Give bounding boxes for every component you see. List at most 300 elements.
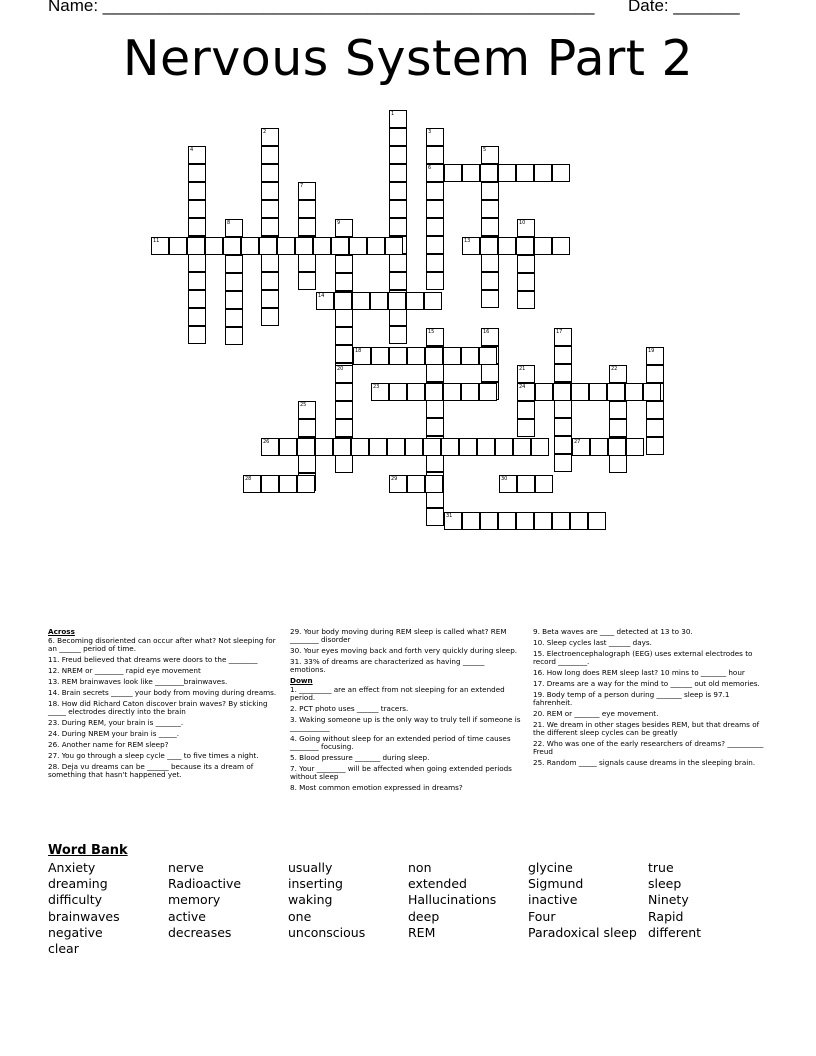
word-bank-word: Ninety xyxy=(648,892,689,908)
crossword-cell[interactable] xyxy=(277,237,295,255)
crossword-cell[interactable] xyxy=(625,383,643,401)
crossword-cell[interactable] xyxy=(225,327,243,345)
crossword-cell[interactable] xyxy=(225,255,243,273)
word-bank-word: extended xyxy=(408,876,467,892)
crossword-cell[interactable] xyxy=(646,365,664,383)
crossword-cell[interactable] xyxy=(498,512,516,530)
clue: 27. You go through a sleep cycle ____ to five times a night. xyxy=(48,751,259,760)
clue: 15. Electroencephalograph (EEG) uses external electrodes to record ________. xyxy=(533,649,753,666)
clue: 23. During REM, your brain is _______. xyxy=(48,718,184,727)
word-bank-word: negative xyxy=(48,924,103,940)
clue: 4. Going without sleep for an extended period of time causes ________ focusing. xyxy=(290,734,511,751)
crossword-cell[interactable] xyxy=(335,383,353,401)
crossword-cell[interactable] xyxy=(188,200,206,218)
crossword-cell[interactable] xyxy=(188,326,206,344)
name-label: Name: ____________________________________________________ xyxy=(48,0,595,15)
clue-number: 26 xyxy=(263,439,270,445)
clue-number: 30 xyxy=(501,476,508,482)
crossword-cell[interactable] xyxy=(590,438,608,456)
clue: 26. Another name for REM sleep? xyxy=(48,740,169,749)
clue-number: 20 xyxy=(337,366,344,372)
crossword-cell[interactable] xyxy=(188,218,206,236)
crossword-cell[interactable] xyxy=(407,475,425,493)
crossword-cell[interactable] xyxy=(552,237,570,255)
crossword-cell[interactable] xyxy=(441,438,459,456)
crossword-cell[interactable] xyxy=(426,454,444,472)
word-bank-word: Sigmund xyxy=(528,876,584,892)
clue-number: 24 xyxy=(519,384,526,390)
crossword-cell[interactable] xyxy=(481,146,499,164)
word-bank-word: difficulty xyxy=(48,892,103,908)
clue-number: 17 xyxy=(556,329,563,335)
crossword-cell[interactable] xyxy=(554,400,572,418)
crossword-cell[interactable] xyxy=(517,475,535,493)
crossword-cell[interactable] xyxy=(225,309,243,327)
crossword-cell[interactable] xyxy=(552,164,570,182)
crossword-cell[interactable] xyxy=(535,383,553,401)
crossword-cell[interactable] xyxy=(479,383,497,401)
clue: 20. REM or _______ eye movement. xyxy=(533,709,659,718)
crossword-cell[interactable] xyxy=(461,383,479,401)
clue-number: 23 xyxy=(373,384,380,390)
clue: 10. Sleep cycles last ______ days. xyxy=(533,638,652,647)
crossword-cell[interactable] xyxy=(425,475,443,493)
clue: 22. Who was one of the early researchers of dreams? __________ Freud xyxy=(533,739,764,756)
crossword-cell[interactable] xyxy=(261,146,279,164)
crossword-cell[interactable] xyxy=(188,182,206,200)
crossword-cell[interactable] xyxy=(646,347,664,365)
crossword-cell[interactable] xyxy=(389,308,407,326)
clue-number: 6 xyxy=(428,165,432,171)
crossword-cell[interactable] xyxy=(389,347,407,365)
word-bank-column xyxy=(408,860,528,941)
crossword-cell[interactable] xyxy=(335,455,353,473)
crossword-cell[interactable] xyxy=(407,383,425,401)
clue: 25. Random _____ signals cause dreams in the sleeping brain. xyxy=(533,758,756,767)
crossword-cell[interactable] xyxy=(261,182,279,200)
clue-number: 11 xyxy=(153,238,160,244)
crossword-cell[interactable] xyxy=(498,164,516,182)
crossword-cell[interactable] xyxy=(389,475,407,493)
crossword-cell[interactable] xyxy=(426,128,444,146)
crossword-cell[interactable] xyxy=(423,438,441,456)
word-bank-word: one xyxy=(288,908,312,924)
crossword-cell[interactable] xyxy=(298,182,316,200)
clue: 19. Body temp of a person during _______ sleep is 97.1 fahrenheit. xyxy=(533,690,730,707)
crossword-cell[interactable] xyxy=(389,326,407,344)
word-bank-word: brainwaves xyxy=(48,908,120,924)
crossword-cell[interactable] xyxy=(367,237,385,255)
clue: 12. NREM or ________ rapid eye movement xyxy=(48,666,201,675)
crossword-cell[interactable] xyxy=(609,455,627,473)
word-bank-word: usually xyxy=(288,860,333,875)
crossword-cell[interactable] xyxy=(297,438,315,456)
crossword-cell[interactable] xyxy=(371,347,389,365)
crossword-cell[interactable] xyxy=(225,291,243,309)
word-bank-word: Hallucinations xyxy=(408,892,497,908)
clue-number: 29 xyxy=(391,476,398,482)
crossword-cell[interactable] xyxy=(407,347,425,365)
crossword-cell[interactable] xyxy=(516,512,534,530)
crossword-cell[interactable] xyxy=(389,200,407,218)
crossword-cell[interactable] xyxy=(349,237,367,255)
crossword-cell[interactable] xyxy=(353,347,371,365)
word-bank-word: deep xyxy=(408,908,440,924)
clue-number: 31 xyxy=(446,513,453,519)
crossword-cell[interactable] xyxy=(335,419,353,437)
clue-number: 1 xyxy=(391,111,395,117)
crossword-cell[interactable] xyxy=(426,164,444,182)
crossword-cell[interactable] xyxy=(261,290,279,308)
crossword-cell[interactable] xyxy=(426,418,444,436)
crossword-cell[interactable] xyxy=(426,200,444,218)
clue-number: 14 xyxy=(318,293,325,299)
clue: 1. _________ are an effect from not sleeping for an extended period. xyxy=(290,685,505,702)
crossword-cell[interactable] xyxy=(298,455,316,473)
crossword-cell[interactable] xyxy=(351,438,369,456)
crossword-cell[interactable] xyxy=(187,237,205,255)
crossword-cell[interactable] xyxy=(406,292,424,310)
crossword-cell[interactable] xyxy=(334,292,352,310)
word-bank-word: active xyxy=(168,908,206,924)
word-bank-word: sleep xyxy=(648,876,682,892)
clue: 31. 33% of dreams are characterized as having ______ emotions. xyxy=(290,657,485,674)
crossword-cell[interactable] xyxy=(424,292,442,310)
crossword-cell[interactable] xyxy=(188,146,206,164)
word-bank-word: true xyxy=(648,860,674,875)
crossword-cell[interactable] xyxy=(589,383,607,401)
crossword-cell[interactable] xyxy=(261,308,279,326)
crossword-cell[interactable] xyxy=(188,272,206,290)
crossword-cell[interactable] xyxy=(517,401,535,419)
crossword-cell[interactable] xyxy=(516,164,534,182)
crossword-cell[interactable] xyxy=(241,237,259,255)
crossword-cell[interactable] xyxy=(462,237,480,255)
clue-number: 15 xyxy=(428,329,435,335)
crossword-cell[interactable] xyxy=(534,512,552,530)
crossword-cell[interactable] xyxy=(261,254,279,272)
crossword-cell[interactable] xyxy=(223,237,241,255)
clue-number: 19 xyxy=(648,348,655,354)
clue-number: 5 xyxy=(483,147,487,153)
page-title: Nervous System Part 2 xyxy=(122,30,694,87)
clue: 5. Blood pressure _______ during sleep. xyxy=(290,753,430,762)
crossword-cell[interactable] xyxy=(553,383,571,401)
crossword-cell[interactable] xyxy=(151,237,169,255)
crossword-cell[interactable] xyxy=(225,273,243,291)
crossword-cell[interactable] xyxy=(243,475,261,493)
crossword-cell[interactable] xyxy=(481,290,499,308)
crossword-cell[interactable] xyxy=(426,146,444,164)
crossword-cell[interactable] xyxy=(426,272,444,290)
clue: 16. How long does REM sleep last? 10 mins to _______ hour xyxy=(533,668,745,677)
clue-number: 18 xyxy=(355,348,362,354)
crossword-cell[interactable] xyxy=(389,254,407,272)
crossword-cell[interactable] xyxy=(534,237,552,255)
crossword-cell[interactable] xyxy=(261,272,279,290)
crossword-cell[interactable] xyxy=(385,237,403,255)
crossword-cell[interactable] xyxy=(531,438,549,456)
clue: 14. Brain secrets ______ your body from moving during dreams. xyxy=(48,688,277,697)
crossword-cell[interactable] xyxy=(225,219,243,237)
clue: 6. Becoming disoriented can occur after what? Not sleeping for an ______ period of time. xyxy=(48,636,276,653)
clue: 29. Your body moving during REM sleep is called what? REM ________ disorder xyxy=(290,627,507,644)
crossword-cell[interactable] xyxy=(405,438,423,456)
crossword-cell[interactable] xyxy=(389,272,407,290)
clue: 8. Most common emotion expressed in dreams? xyxy=(290,783,463,792)
word-bank-word: different xyxy=(648,924,702,940)
crossword-cell[interactable] xyxy=(481,328,499,346)
crossword-cell[interactable] xyxy=(352,292,370,310)
word-bank-word: unconscious xyxy=(288,924,366,940)
clue-number: 9 xyxy=(337,220,341,226)
crossword-cell[interactable] xyxy=(646,437,664,455)
crossword-cell[interactable] xyxy=(608,438,626,456)
date-label: Date: _______ xyxy=(628,0,740,15)
word-bank-word: Paradoxical sleep xyxy=(528,924,637,940)
crossword-cell[interactable] xyxy=(646,419,664,437)
clue: 7. Your ________ will be affected when going extended periods without sleep xyxy=(290,764,512,781)
word-bank-word: inactive xyxy=(528,892,578,908)
clues-column-1 xyxy=(48,628,280,782)
crossword-cell[interactable] xyxy=(426,328,444,346)
clue: 18. How did Richard Caton discover brain waves? By sticking _____ electrodes directly into the brain xyxy=(48,699,268,716)
crossword-cell[interactable] xyxy=(426,182,444,200)
crossword-cell[interactable] xyxy=(462,164,480,182)
crossword-cell[interactable] xyxy=(517,219,535,237)
word-bank-word: REM xyxy=(408,924,436,940)
word-bank-word: glycine xyxy=(528,860,573,875)
crossword-cell[interactable] xyxy=(369,438,387,456)
word-bank-word: Rapid xyxy=(648,908,684,924)
crossword-cell[interactable] xyxy=(517,273,535,291)
crossword-cell[interactable] xyxy=(389,164,407,182)
crossword-cell[interactable] xyxy=(459,438,477,456)
word-bank-word: nerve xyxy=(168,860,204,875)
clue-number: 10 xyxy=(519,220,526,226)
crossword-cell[interactable] xyxy=(607,383,625,401)
crossword-cell[interactable] xyxy=(517,291,535,309)
clue: 13. REM brainwaves look like ________brainwaves. xyxy=(48,677,228,686)
crossword-cell[interactable] xyxy=(554,436,572,454)
word-bank-column xyxy=(288,860,408,941)
crossword-cell[interactable] xyxy=(480,164,498,182)
crossword-cell[interactable] xyxy=(609,419,627,437)
word-bank-heading: Word Bank xyxy=(48,843,128,858)
crossword-cell[interactable] xyxy=(298,401,316,419)
clue-number: 13 xyxy=(464,238,471,244)
crossword-cell[interactable] xyxy=(426,508,444,526)
crossword-cell[interactable] xyxy=(335,309,353,327)
crossword-cell[interactable] xyxy=(572,438,590,456)
crossword-cell[interactable] xyxy=(169,237,187,255)
crossword-cell[interactable] xyxy=(570,512,588,530)
word-bank-word: inserting xyxy=(288,876,343,892)
word-bank-column xyxy=(168,860,288,941)
crossword-cell[interactable] xyxy=(335,327,353,345)
crossword-cell[interactable] xyxy=(335,345,353,363)
crossword-cell[interactable] xyxy=(554,328,572,346)
crossword-cell[interactable] xyxy=(259,237,277,255)
crossword-cell[interactable] xyxy=(426,254,444,272)
crossword-cell[interactable] xyxy=(554,364,572,382)
crossword-cell[interactable] xyxy=(646,401,664,419)
crossword-cell[interactable] xyxy=(554,418,572,436)
crossword-cell[interactable] xyxy=(498,237,516,255)
clue-number: 16 xyxy=(483,329,490,335)
clue: 24. During NREM your brain is _____. xyxy=(48,729,180,738)
crossword-cell[interactable] xyxy=(313,237,331,255)
crossword-cell[interactable] xyxy=(297,475,315,493)
crossword-cell[interactable] xyxy=(495,438,513,456)
clue-number: 7 xyxy=(300,183,304,189)
clue-number: 22 xyxy=(611,366,618,372)
crossword-cell[interactable] xyxy=(205,237,223,255)
crossword-cell[interactable] xyxy=(389,146,407,164)
crossword-cell[interactable] xyxy=(480,512,498,530)
crossword-cell[interactable] xyxy=(371,383,389,401)
crossword-cell[interactable] xyxy=(279,475,297,493)
clue: 28. Deja vu dreams can be ______ because its a dream of something that hasn't happened yet. xyxy=(48,762,254,779)
crossword-cell[interactable] xyxy=(481,218,499,236)
clue-number: 3 xyxy=(428,129,432,135)
crossword-cell[interactable] xyxy=(554,346,572,364)
crossword-cell[interactable] xyxy=(477,438,495,456)
crossword-cell[interactable] xyxy=(516,237,534,255)
clue: 17. Dreams are a way for the mind to ______ out old memories. xyxy=(533,679,760,688)
crossword-cell[interactable] xyxy=(335,365,353,383)
crossword-cell[interactable] xyxy=(389,182,407,200)
crossword-cell[interactable] xyxy=(626,438,644,456)
crossword-cell[interactable] xyxy=(534,164,552,182)
across-heading: Across xyxy=(48,627,75,636)
crossword-cell[interactable] xyxy=(261,164,279,182)
crossword-cell[interactable] xyxy=(444,164,462,182)
crossword-cell[interactable] xyxy=(552,512,570,530)
crossword-cell[interactable] xyxy=(298,272,316,290)
crossword-cell[interactable] xyxy=(388,292,406,310)
crossword-cell[interactable] xyxy=(609,401,627,419)
crossword-cell[interactable] xyxy=(480,237,498,255)
crossword-cell[interactable] xyxy=(481,200,499,218)
clue-number: 28 xyxy=(245,476,252,482)
crossword-cell[interactable] xyxy=(426,236,444,254)
crossword-cell[interactable] xyxy=(298,419,316,437)
crossword-cell[interactable] xyxy=(425,383,443,401)
word-bank-word: decreases xyxy=(168,924,232,940)
word-bank-column xyxy=(528,860,648,941)
crossword-cell[interactable] xyxy=(462,512,480,530)
crossword-cell[interactable] xyxy=(370,292,388,310)
clue-number: 8 xyxy=(227,220,231,226)
crossword-cell[interactable] xyxy=(188,164,206,182)
crossword-cell[interactable] xyxy=(335,273,353,291)
crossword-cell[interactable] xyxy=(261,438,279,456)
crossword-cell[interactable] xyxy=(335,401,353,419)
word-bank-word: dreaming xyxy=(48,876,108,892)
crossword-cell[interactable] xyxy=(261,475,279,493)
crossword-cell[interactable] xyxy=(188,254,206,272)
crossword-cell[interactable] xyxy=(481,272,499,290)
clue: 3. Waking someone up is the only way to truly tell if someone is ___________ xyxy=(290,715,521,732)
crossword-cell[interactable] xyxy=(316,292,334,310)
crossword-cell[interactable] xyxy=(298,254,316,272)
crossword-cell[interactable] xyxy=(188,308,206,326)
crossword-cell[interactable] xyxy=(426,364,444,382)
clue-number: 4 xyxy=(190,147,194,153)
crossword-cell[interactable] xyxy=(535,475,553,493)
crossword-cell[interactable] xyxy=(609,365,627,383)
clue: 21. We dream in other stages besides REM, but that dreams of the different sleep cycles can be greatly xyxy=(533,720,760,737)
clue-number: 27 xyxy=(574,439,581,445)
crossword-cell[interactable] xyxy=(517,255,535,273)
crossword-cell[interactable] xyxy=(513,438,531,456)
crossword-cell[interactable] xyxy=(426,400,444,418)
crossword-cell[interactable] xyxy=(499,475,517,493)
clue-number: 2 xyxy=(263,129,267,135)
crossword-cell[interactable] xyxy=(315,438,333,456)
crossword-cell[interactable] xyxy=(389,128,407,146)
crossword-cell[interactable] xyxy=(517,365,535,383)
crossword-cell[interactable] xyxy=(298,218,316,236)
crossword-cell[interactable] xyxy=(481,254,499,272)
crossword-cell[interactable] xyxy=(481,364,499,382)
crossword-cell[interactable] xyxy=(461,347,479,365)
crossword-cell[interactable] xyxy=(188,290,206,308)
word-bank-word: waking xyxy=(288,892,333,908)
crossword-cell[interactable] xyxy=(335,219,353,237)
word-bank-column xyxy=(648,860,768,941)
crossword-cell[interactable] xyxy=(333,438,351,456)
crossword-cell[interactable] xyxy=(261,200,279,218)
crossword-cell[interactable] xyxy=(643,383,661,401)
clue: 2. PCT photo uses ______ tracers. xyxy=(290,704,409,713)
crossword-cell[interactable] xyxy=(389,218,407,236)
crossword-cell[interactable] xyxy=(279,438,297,456)
crossword-cell[interactable] xyxy=(444,512,462,530)
crossword-cell[interactable] xyxy=(554,454,572,472)
crossword-cell[interactable] xyxy=(443,347,461,365)
crossword-cell[interactable] xyxy=(389,110,407,128)
crossword-cell[interactable] xyxy=(571,383,589,401)
crossword-cell[interactable] xyxy=(443,383,461,401)
crossword-cell[interactable] xyxy=(517,419,535,437)
crossword-cell[interactable] xyxy=(479,347,497,365)
clues-column-3 xyxy=(533,628,765,770)
word-bank-word: memory xyxy=(168,892,221,908)
crossword-cell[interactable] xyxy=(389,383,407,401)
crossword-cell[interactable] xyxy=(261,128,279,146)
crossword-cell[interactable] xyxy=(261,218,279,236)
crossword-cell[interactable] xyxy=(425,347,443,365)
crossword-cell[interactable] xyxy=(331,237,349,255)
crossword-cell[interactable] xyxy=(298,200,316,218)
clues-column-2 xyxy=(290,628,522,795)
crossword-cell[interactable] xyxy=(387,438,405,456)
crossword-cell[interactable] xyxy=(481,182,499,200)
word-bank-word: non xyxy=(408,860,432,875)
word-bank-word: clear xyxy=(48,941,79,957)
crossword-cell[interactable] xyxy=(517,383,535,401)
down-heading: Down xyxy=(290,676,313,685)
crossword-cell[interactable] xyxy=(335,255,353,273)
clue-number: 25 xyxy=(300,402,307,408)
crossword-cell[interactable] xyxy=(588,512,606,530)
word-bank-word: Four xyxy=(528,908,556,924)
clue: 11. Freud believed that dreams were doors to the ________ xyxy=(48,655,258,664)
crossword-cell[interactable] xyxy=(426,218,444,236)
crossword-cell[interactable] xyxy=(295,237,313,255)
